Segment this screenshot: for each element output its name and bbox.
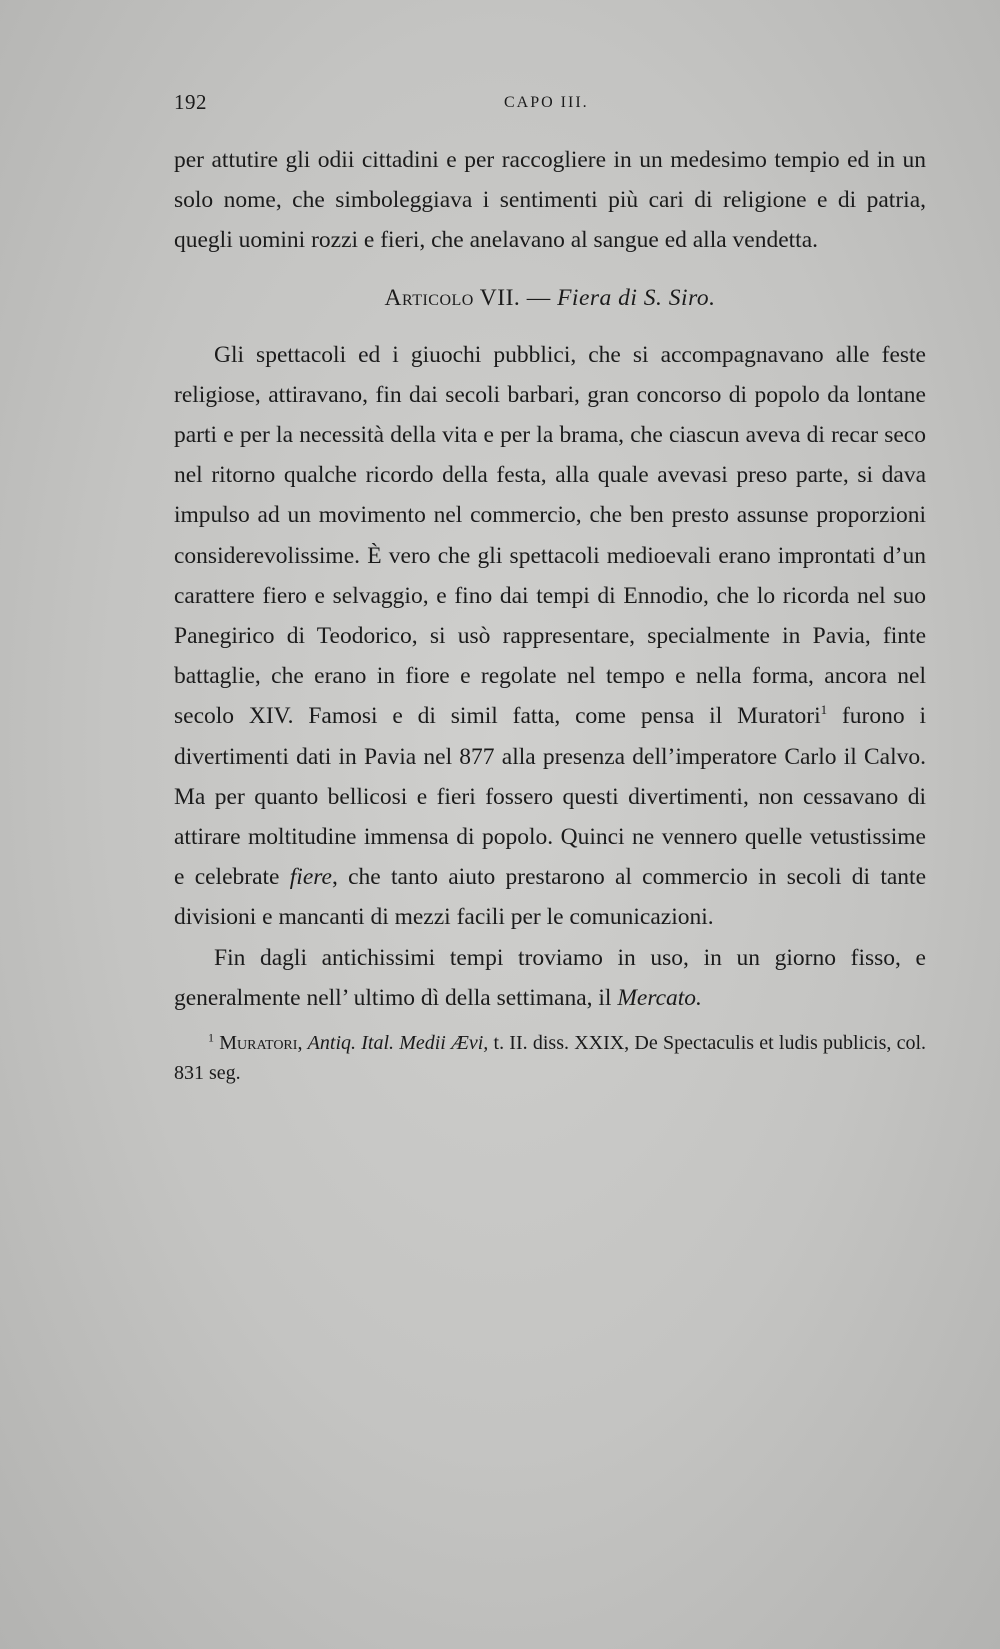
footnote-rest: t. II. diss. XXIX, De Spectaculis et ludis publicis, col. 831 seg.: [174, 1032, 927, 1085]
footnote-number: 1: [208, 1030, 214, 1045]
paragraph-mercato: [174, 938, 926, 1018]
article-title: Fiera di S. Siro.: [557, 284, 716, 311]
running-head: CAPO III.: [504, 94, 589, 111]
paragraph-spettacoli: [174, 335, 926, 938]
footnote-reference: 1: [820, 702, 828, 718]
paragraph-spettacoli-part3: , che tanto aiuto prestarono al commercio in secoli di tante divisioni e mancanti di mezzi facili per le comunicazioni.: [174, 864, 927, 931]
footnote: [174, 1028, 926, 1088]
footnote-author: Muratori: [219, 1032, 298, 1055]
article-dash: —: [520, 284, 558, 311]
body-text: [174, 140, 926, 1088]
intro-paragraph: per attutire gli odii cittadini e per raccogliere in un medesimo tempio ed in un solo nome, che simboleggiava i sentimenti più cari di religione e di patria, quegli uomini rozzi e fieri, che anelavano al sangue ed alla vendetta.: [174, 147, 926, 254]
article-label: Articolo VII.: [384, 284, 521, 311]
paragraph-spettacoli-part1: Gli spettacoli ed i giuochi pubblici, che si accompagnavano alle feste religiose, attiravano, fin dai secoli barbari, gran concorso di popolo da lontane parti e per la necessità della vita e per la brama, che ciascun aveva di recar seco nel ritorno qualche ricordo della festa, alla quale avevasi preso parte, si dava impulso ad un movimento nel commercio, che ben presto assunse proporzioni considerevolissime. È vero che gli spettacoli medioevali erano improntati d’un carattere fiero e selvaggio, e fino dai tempi di Ennodio, che lo ricorda nel suo Panegirico di Teodorico, si usò rappresentare, specialmente in Pavia, finte battaglie, che erano in fiore e regolate nel tempo e nella forma, ancora nel secolo XIV. Famosi e di simil fatta, come pensa il Muratori: [174, 341, 926, 730]
paragraph-spettacoli-part2: furono i divertimenti dati in Pavia nel 877 alla presenza dell’imperatore Carlo il Calvo. Ma per quanto bellicosi e fieri fossero questi divertimenti, non cessavano di attirare moltitudine immensa di popolo. Quinci ne vennero quelle vetustissime e celebrate: [174, 703, 926, 891]
page-header: [174, 90, 926, 120]
page-number: 192: [174, 90, 207, 114]
footnote-separator: ,: [297, 1032, 308, 1055]
emphasis-fiere: fiere: [289, 864, 332, 891]
paragraph-mercato-text: Fin dagli antichissimi tempi troviamo in uso, in un giorno fisso, e generalmente nell’ ultimo dì della settimana, il: [174, 944, 926, 1011]
footnote-work: Antiq. Ital. Medii Ævi,: [307, 1032, 489, 1055]
article-heading: [174, 281, 926, 315]
emphasis-mercato: Mercato.: [617, 984, 702, 1011]
